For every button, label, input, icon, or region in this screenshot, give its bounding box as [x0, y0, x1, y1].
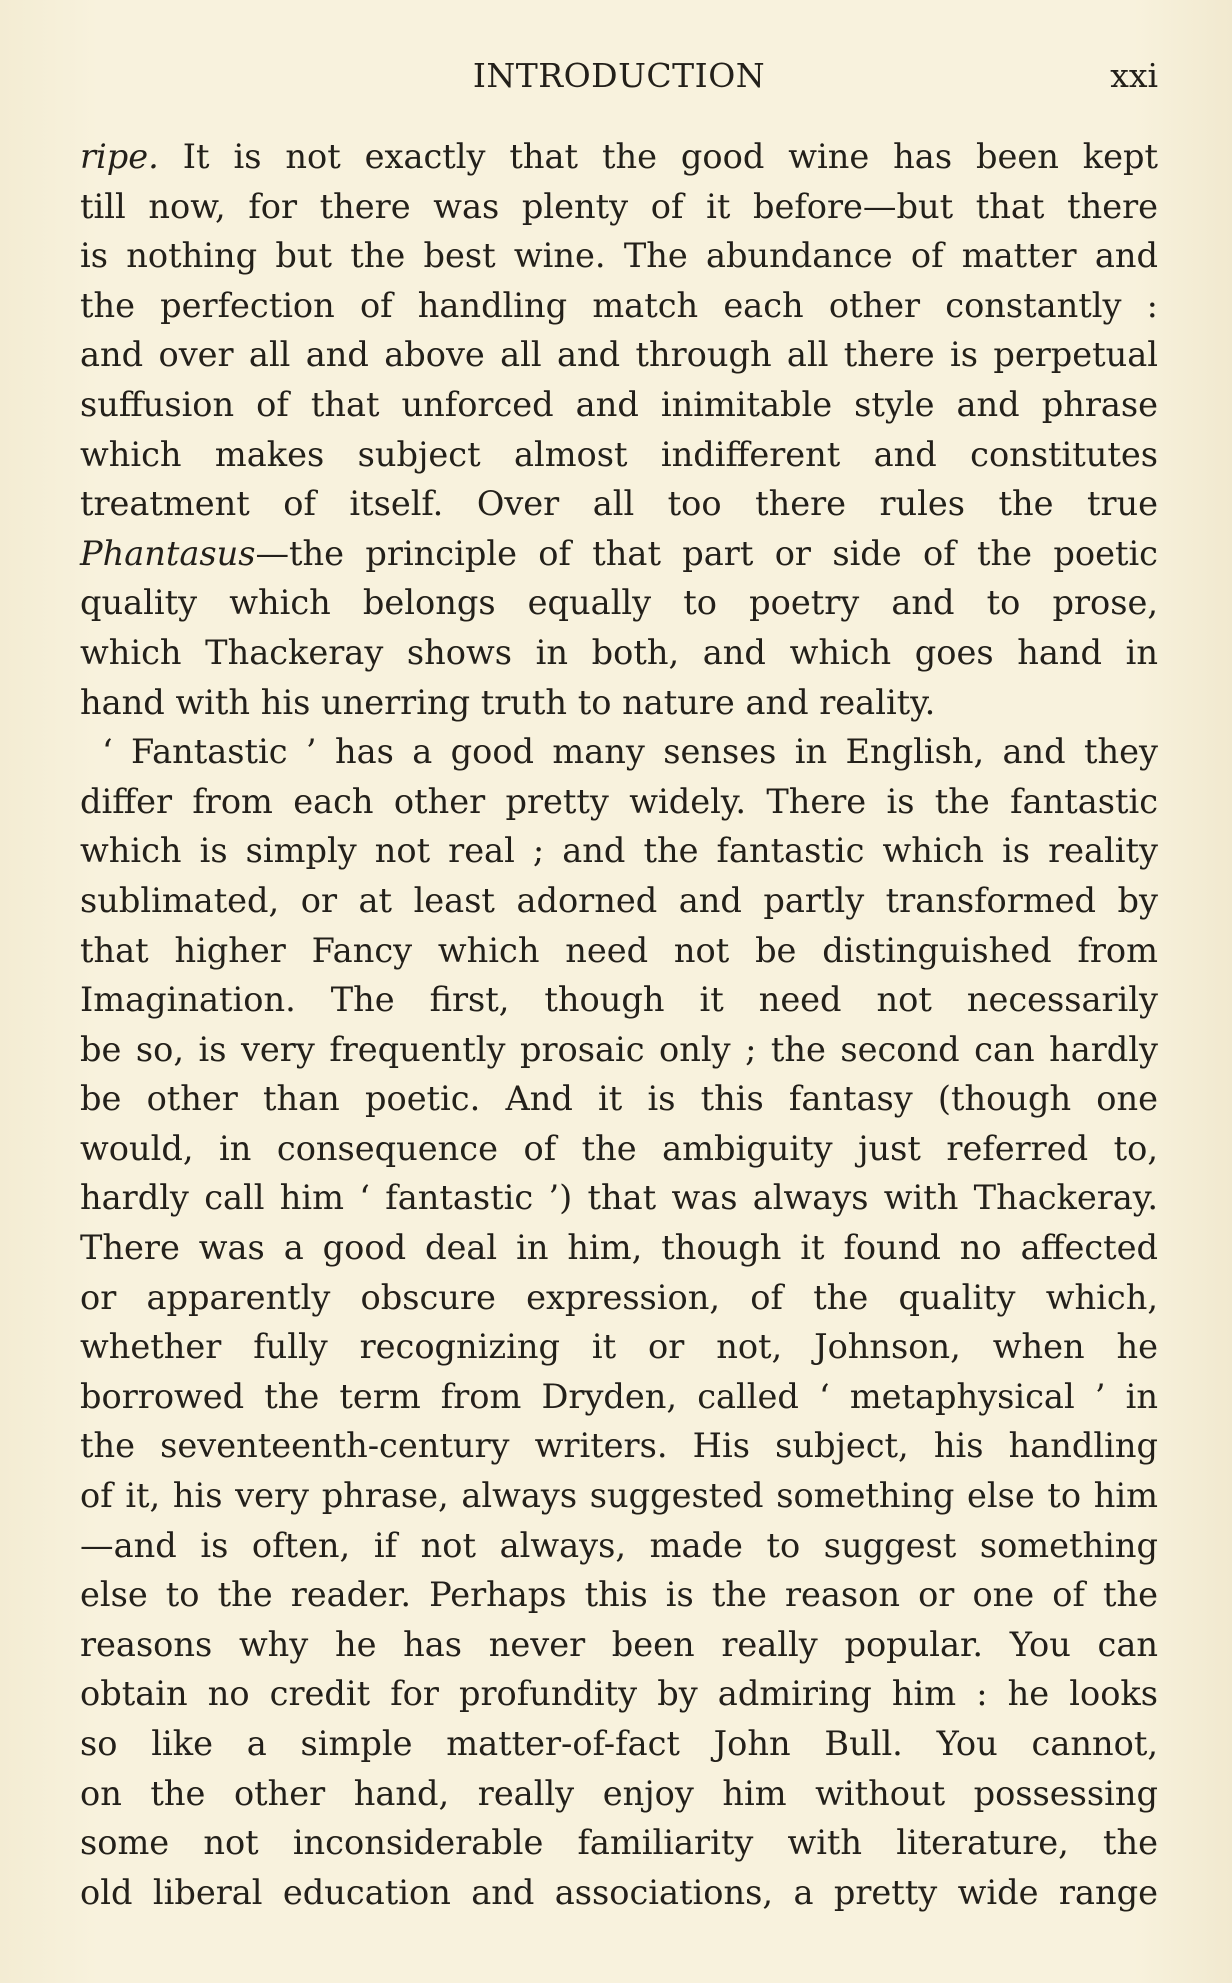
text-line: be other than poetic. And it is this fantasy (though one [80, 1079, 1158, 1119]
text-line: There was a good deal in him, though it found no affected [80, 1228, 1158, 1268]
text-line: Phantasus—the principle of that part or side of the poetic [80, 533, 1158, 573]
text-line: quality which belongs equally to poetry and to prose, [80, 583, 1158, 623]
text-line: on the other hand, really enjoy him without possessing [80, 1773, 1158, 1813]
text-line: sublimated, or at least adorned and partly transformed by [80, 880, 1158, 920]
text-line: hardly call him ‘ fantastic ’) that was always with Thackeray. [80, 1178, 1158, 1218]
text-line: or apparently obscure expression, of the quality which, [80, 1277, 1158, 1317]
text-line: old liberal education and associations, a pretty wide range [80, 1872, 1158, 1912]
text-line: of it, his very phrase, always suggested something else to him [80, 1476, 1158, 1516]
text-line: would, in consequence of the ambiguity just referred to, [80, 1128, 1158, 1168]
text-line: ripe. It is not exactly that the good wine has been kept [80, 137, 1158, 176]
text-line: hand with his unerring truth to nature and reality. [80, 682, 936, 722]
text-line: —and is often, if not always, made to suggest something [80, 1525, 1158, 1565]
text-line: reasons why he has never been really popular. You can [80, 1624, 1158, 1664]
text-line: which Thackeray shows in both, and which goes hand in [80, 632, 1158, 672]
text-line: that higher Fancy which need not be distinguished from [80, 930, 1158, 970]
page-number: xxi [1110, 56, 1158, 95]
text-line: treatment of itself. Over all too there rules the true [80, 484, 1158, 524]
text-line: differ from each other pretty widely. There is the fantastic [80, 781, 1158, 821]
text-line: the perfection of handling match each other constantly : [80, 285, 1158, 325]
text-line: ‘ Fantastic ’ has a good many senses in English, and they [102, 732, 1158, 772]
text-line: the seventeenth-century writers. His subject, his handling [80, 1426, 1158, 1466]
text-line: suffusion of that unforced and inimitable style and phrase [80, 384, 1158, 424]
text-line: so like a simple matter-of-fact John Bull. You cannot, [80, 1724, 1158, 1763]
text-line: till now, for there was plenty of it before—but that there [80, 186, 1158, 226]
body-text [80, 132, 1158, 1917]
running-title: INTRODUCTION [472, 56, 766, 95]
text-line: which is simply not real ; and the fantastic which is reality [80, 831, 1158, 871]
text-line: and over all and above all and through all there is perpetual [80, 335, 1158, 375]
text-line: whether fully recognizing it or not, Johnson, when he [80, 1327, 1158, 1367]
text-line: be so, is very frequently prosaic only ; the second can hardly [80, 1029, 1158, 1069]
page-header [80, 56, 1158, 100]
text-line: which makes subject almost indifferent and constitutes [80, 434, 1158, 474]
text-line: Imagination. The first, though it need not necessarily [80, 980, 1158, 1020]
text-line: some not inconsiderable familiarity with literature, the [80, 1823, 1158, 1863]
text-line: is nothing but the best wine. The abundance of matter and [80, 236, 1158, 276]
text-line: borrowed the term from Dryden, called ‘ metaphysical ’ in [80, 1376, 1158, 1416]
italic-word: Phantasus [80, 533, 256, 573]
italic-word: ripe. [80, 137, 159, 176]
text-line: obtain no credit for profundity by admiring him : he looks [80, 1674, 1158, 1714]
text-line: else to the reader. Perhaps this is the reason or one of the [80, 1575, 1158, 1615]
